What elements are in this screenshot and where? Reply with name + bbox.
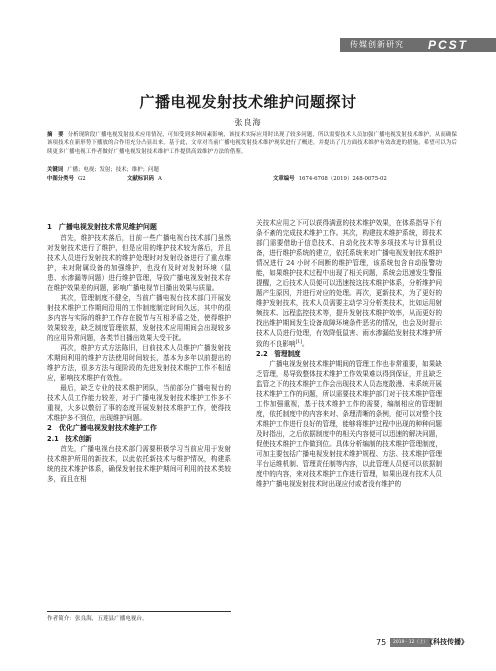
header-section-label: 传媒创新研究 (350, 40, 404, 49)
doc-code-label: 文献标识码 (127, 176, 154, 182)
article-no-item (273, 175, 387, 183)
keywords (47, 166, 457, 174)
section-heading-2: 2 优化广播电视发射技术维护工作 (47, 424, 157, 432)
article-no-value: 1674-6708（2019）248-0075-02 (298, 176, 387, 182)
paragraph: 最后，缺乏专业的技术维护团队，当前部分广播电视台的技术人员工作能力较差，对于广播电视发射技术维护工作多不重视，大多以敷衍了事的态度开展发射技术维护工作，使得技术维护多不到位，出现维护问题。 (47, 384, 231, 422)
paragraph: 广播电视发射技术维护期间的管理工作也非常重要，如果缺乏管理，易导致整体技术维护工作效果难以得到保证，并且缺乏监管之下的技术维护工作会出现技术人员态度散漫、未系统开展技术维护工作的问题，所以需要技术维护部门对于技术维护管理工作加强重视，基于技术维护工作的需要，编制相应的管理制度，依托制度中的内容来对、条理清晰的条例，便可以对整个技术维护工作进行良好的管理，能够将维护过程中出现的种种问题及时指出，之后依据制度中的相关内容便可以迅速的解决问题，促使技术维护工作做到位。具体分析编制的技术维护管理制度，可加主要包括广播电视发射技术维护规程、方法、技术维护管理平台运维机制、管理责任制等内容，以此管理人员便可以依据制度中的内容，来对技术维护工作进行管理，如果出现有技术人员维护广播电视发射技术时出现应付或者没有维护的 (256, 360, 442, 489)
clc-value: G2 (77, 176, 86, 182)
article-author: 张良海 (234, 118, 262, 127)
doc-code-value: A (157, 176, 162, 182)
paragraph-text: 关技术应用之下可以获得满意的技术维护效果，在体系指导下有条不紊的完成技术维护工作。其次，构建技术维护系统，即技术部门需要借助于信息技术、自动化技术等多项技术与计算机设备，进行维护系统的建立，依托系统来对广播电视发射技术维护情况进行 24 小时不间断的维护管理，该系统包含自动报警功能，如果维护技术过程中出现了相关问题，系统会迅速发生警报提醒，之后技术人员便可以迅速按这技术维护体系，分析维护问题产生原因，并进行对应的处理。再次，更新技术，为了更好的维护发射技术，技术人员需要主动学习分析类技术，比如运用射频技术、远程监控技术等，提升发射技术维护效率，从而更好的找出维护期间发生设备故障环境条件恶劣的情况，也会及时提示技术人员进行处理，有效降低鼠害、雨水渗漏给发射技术维护所致的不良影响 (256, 219, 442, 349)
footnote-rule (47, 611, 231, 612)
header-logo: PCST (428, 38, 469, 52)
issue-badge: 2019 · 12（上） (390, 638, 431, 647)
keywords-label: 关键词 (47, 167, 64, 173)
article-no-label: 文章编号 (273, 176, 295, 182)
header-bar (340, 38, 496, 52)
abstract (47, 131, 457, 156)
article-meta (47, 175, 457, 183)
paragraph: 其次，管理制度不健全，当前广播电视台技术部门开展发射技术维护工作期间沿用的工作制度制定时间久远，其中的很多内容与实际的维护工作存在脱节与互相矛盾之处，使得维护效果较差，缺乏制度管理依据，发射技术应用期间会出现较多的应用异常问题，各类节目播出效果大受干扰。 (47, 294, 231, 342)
journal-name: 《科技传播》 (426, 638, 468, 646)
right-column (256, 218, 442, 489)
paragraph: 首先，维护技术落后，目前一些广播电视台技术部门虽然对发射技术进行了维护，但是应用的维护技术较为落后，并且技术人员进行发射技术的维护处理时对发射设备进行了重点维护，未对附属设备的加强维护，也没有及时对发射环境（鼠患、水渗漏等问题）进行维护管理，导致广播电视发射技术存在维护效果差的问题，影响广播电视节目播出效果与质量。 (47, 234, 231, 292)
paragraph: 再次，维护方式方法陈旧，目前技术人员维护广播发射技术期间利用的维护方法使用时间较长，基本为多年以前提出的维护方法，很多方法与现阶段的先进发射技术维护工作不相适应，影响技术维护有效性。 (47, 344, 231, 382)
reference-marker: [1] (295, 340, 302, 345)
paragraph: 首先，广播电视台技术部门需要积极学习当前应用于发射技术维护所用的新技术，以此依托新技术与维护情况，构建系统的技术维护体系，确保发射技术维护期间可利用的技术类较多，而且在相 (47, 445, 231, 483)
doc-code-item (127, 175, 162, 183)
subsection-heading-2-1: 2.1 技术创新 (47, 435, 92, 443)
section-heading-1: 1 广播电视发射技术常见维护问题 (47, 223, 157, 231)
abstract-label: 摘 要 (47, 132, 64, 138)
left-column (47, 222, 231, 484)
subsection-heading-2-2: 2.2 管理制度 (256, 350, 301, 359)
paragraph: 关技术应用之下可以获得满意的技术维护效果，在体系指导下有条不紊的完成技术维护工作。其次，构建技术维护系统，即技术部门需要借助于信息技术、自动化技术等多项技术与计算机设备，进行维护系统的建立，依托系统来对广播电视发射技术维护情况进行 24 小时不间断的维护管理，该系统包含自动报警功能，如果维护技术过程中出现了相关问题，系统会迅速发生警报提醒，之后技术人员便可以迅速按这技术维护体系，分析维护问题产生原因，并进行对应的处理。再次，更新技术，为了更好的维护发射技术，技术人员需要主动学习分析类技术，比如运用射频技术、远程监控技术等，提升发射技术维护效率，从而更好的找出维护期间发生设备故障环境条件恶劣的情况，也会及时提示技术人员进行处理，有效降低鼠害、雨水渗漏给发射技术维护所致的不良影响[1]。 (256, 219, 442, 349)
abstract-text: 分析现阶段广播电视发射技术应用情况，可知受到多种因素影响，该技术实际应用时出现了较多问题，所以需要技术人员加强广播电视发射技术维护，从而确保该项技术在新形势下播放的合作用充分凸显出来。基于此，文章对当前广播电视发射技术维护现状进行了概述，并提出了几方面技术维护有效改进的措施，希望可以为后续更多广播电视工作者做好广播电视发射技术维护工作提供高效维护方法的借鉴。 (47, 132, 458, 155)
clc-label: 中图分类号 (47, 176, 74, 182)
keywords-text: 广播；电视；发射；技术；维护；问题 (67, 167, 159, 173)
author-footnote: 作者简介：张良海，五莲县广播电视台。 (47, 616, 148, 622)
clc-item (47, 175, 86, 183)
page-number: 75 (376, 638, 387, 647)
article-title: 广播电视发射技术维护问题探讨 (139, 93, 357, 111)
